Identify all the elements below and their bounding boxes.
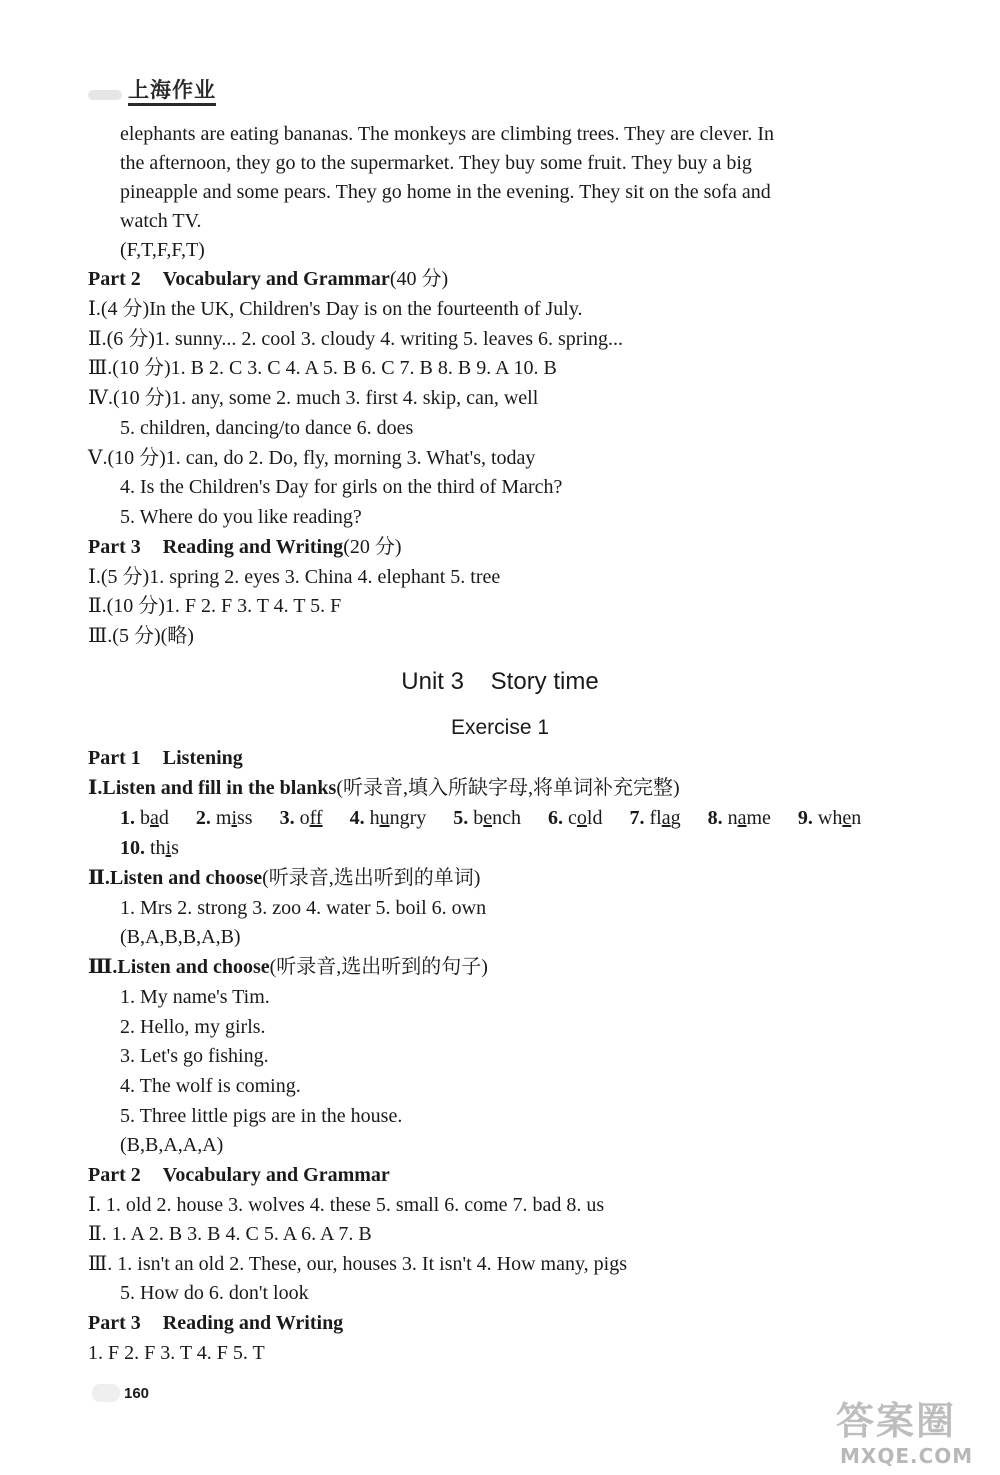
part2-heading — [88, 266, 448, 292]
part2-line-1: Ⅰ.(4 分)In the UK, Children's Day is on the fourteenth of July. — [88, 298, 583, 320]
part2-line-6: Ⅴ.(10 分)1. can, do 2. Do, fly, morning 3. What's, today — [88, 447, 536, 469]
u3-part2-line-2: Ⅱ. 1. A 2. B 3. B 4. C 5. A 6. A 7. B — [88, 1223, 372, 1245]
exercise-title: Exercise 1 — [450, 716, 550, 739]
u3-part2-heading — [88, 1162, 390, 1188]
part2-line-4: Ⅳ.(10 分)1. any, some 2. much 3. first 4. skip, can, well — [88, 387, 539, 409]
page-number: 160 — [124, 1385, 150, 1402]
u3-sec3-number: Ⅲ. — [88, 956, 118, 978]
part3-label: Part 3 — [88, 536, 141, 558]
u3-part3-label: Part 3 — [88, 1312, 141, 1334]
watermark-logo: 答案圈 — [836, 1399, 957, 1443]
u3-sec3-sentence-3: 3. Let's go fishing. — [120, 1045, 269, 1067]
part3-heading — [88, 534, 402, 560]
part3-line-2: Ⅱ.(10 分)1. F 2. F 3. T 4. T 5. F — [88, 595, 342, 617]
fill-item-8: 8. name — [707, 807, 771, 829]
header-decoration — [88, 90, 122, 100]
u3-sec1-heading — [88, 775, 680, 801]
u3-sec1-items-row2 — [120, 835, 179, 861]
fill-item-2: 2. miss — [195, 807, 253, 829]
u3-sec3-sentence-2: 2. Hello, my girls. — [120, 1016, 266, 1038]
fill-item-9: 9. when — [797, 807, 862, 829]
fill-item-10: 10. this — [120, 837, 179, 859]
u3-part2-label: Part 2 — [88, 1164, 141, 1186]
u3-part1-label: Part 1 — [88, 747, 141, 769]
u3-part3-answers: 1. F 2. F 3. T 4. F 5. T — [88, 1342, 265, 1364]
u3-sec3-answer: (B,B,A,A,A) — [120, 1134, 224, 1156]
u3-sec3-heading — [88, 954, 488, 980]
passage-line-2: the afternoon, they go to the supermarket. They buy some fruit. They buy a big — [120, 152, 752, 174]
u3-sec1-items-row1 — [120, 805, 861, 831]
part2-score: (40 分) — [389, 268, 449, 290]
part2-line-5: 5. children, dancing/to dance 6. does — [120, 417, 414, 439]
u3-sec3-sentence-1: 1. My name's Tim. — [120, 986, 270, 1008]
u3-part3-title: Reading and Writing — [162, 1312, 344, 1334]
u3-part1-title: Listening — [162, 747, 243, 769]
part3-title: Reading and Writing — [162, 536, 344, 558]
part2-title: Vocabulary and Grammar — [162, 268, 390, 290]
part2-line-2: Ⅱ.(6 分)1. sunny... 2. cool 3. cloudy 4. writing 5. leaves 6. spring... — [88, 328, 624, 350]
part2-line-3: Ⅲ.(10 分)1. B 2. C 3. C 4. A 5. B 6. C 7. B 8. B 9. A 10. B — [88, 357, 557, 379]
u3-sec3-note: (听录音,选出听到的句子) — [269, 956, 488, 978]
u3-part2-title: Vocabulary and Grammar — [162, 1164, 390, 1186]
fill-item-6: 6. cold — [548, 807, 603, 829]
page-number-decoration — [92, 1384, 120, 1402]
part2-line-7: 4. Is the Children's Day for girls on the third of March? — [120, 476, 563, 498]
u3-part2-line-3: Ⅲ. 1. isn't an old 2. These, our, houses 3. It isn't 4. How many, pigs — [88, 1253, 627, 1275]
fill-item-5: 5. bench — [453, 807, 522, 829]
fill-item-4: 4. hungry — [349, 807, 427, 829]
u3-sec2-words: 1. Mrs 2. strong 3. zoo 4. water 5. boil 6. own — [120, 897, 487, 919]
continued-answer: (F,T,F,F,T) — [120, 239, 205, 261]
u3-part2-line-4: 5. How do 6. don't look — [120, 1282, 309, 1304]
part2-line-8: 5. Where do you like reading? — [120, 506, 362, 528]
watermark-url: MXQE.COM — [840, 1444, 974, 1468]
fill-item-3: 3. off — [279, 807, 323, 829]
u3-sec1-note: (听录音,填入所缺字母,将单词补充完整) — [336, 777, 680, 799]
fill-item-7: 7. flag — [629, 807, 681, 829]
u3-sec3-title: Listen and choose — [117, 956, 270, 978]
part3-line-3: Ⅲ.(5 分)(略) — [88, 625, 194, 647]
u3-sec2-heading — [88, 865, 480, 891]
u3-sec1-number: Ⅰ. — [88, 777, 103, 799]
unit-title: Unit 3 Story time — [401, 668, 599, 695]
passage-line-4: watch TV. — [120, 210, 202, 232]
part3-score: (20 分) — [343, 536, 402, 558]
watermark — [836, 1400, 990, 1470]
u3-part2-line-1: Ⅰ. 1. old 2. house 3. wolves 4. these 5. small 6. come 7. bad 8. us — [88, 1194, 605, 1216]
u3-sec2-answer: (B,A,B,B,A,B) — [120, 926, 241, 948]
u3-sec2-number: Ⅱ. — [88, 867, 110, 889]
u3-sec3-sentence-4: 4. The wolf is coming. — [120, 1075, 301, 1097]
header-logo: 上海作业 — [128, 78, 216, 106]
part3-line-1: Ⅰ.(5 分)1. spring 2. eyes 3. China 4. elephant 5. tree — [88, 566, 501, 588]
passage-line-3: pineapple and some pears. They go home in the evening. They sit on the sofa and — [120, 181, 771, 203]
u3-sec1-title: Listen and fill in the blanks — [102, 777, 337, 799]
passage-line-1: elephants are eating bananas. The monkeys are climbing trees. They are clever. In — [120, 123, 774, 145]
u3-sec2-note: (听录音,选出听到的单词) — [262, 867, 481, 889]
fill-item-1: 1. bad — [120, 807, 169, 829]
u3-sec2-title: Listen and choose — [109, 867, 263, 889]
u3-part3-heading — [88, 1310, 343, 1336]
part2-label: Part 2 — [88, 268, 141, 290]
u3-part1-heading — [88, 745, 243, 771]
u3-sec3-sentence-5: 5. Three little pigs are in the house. — [120, 1105, 403, 1127]
